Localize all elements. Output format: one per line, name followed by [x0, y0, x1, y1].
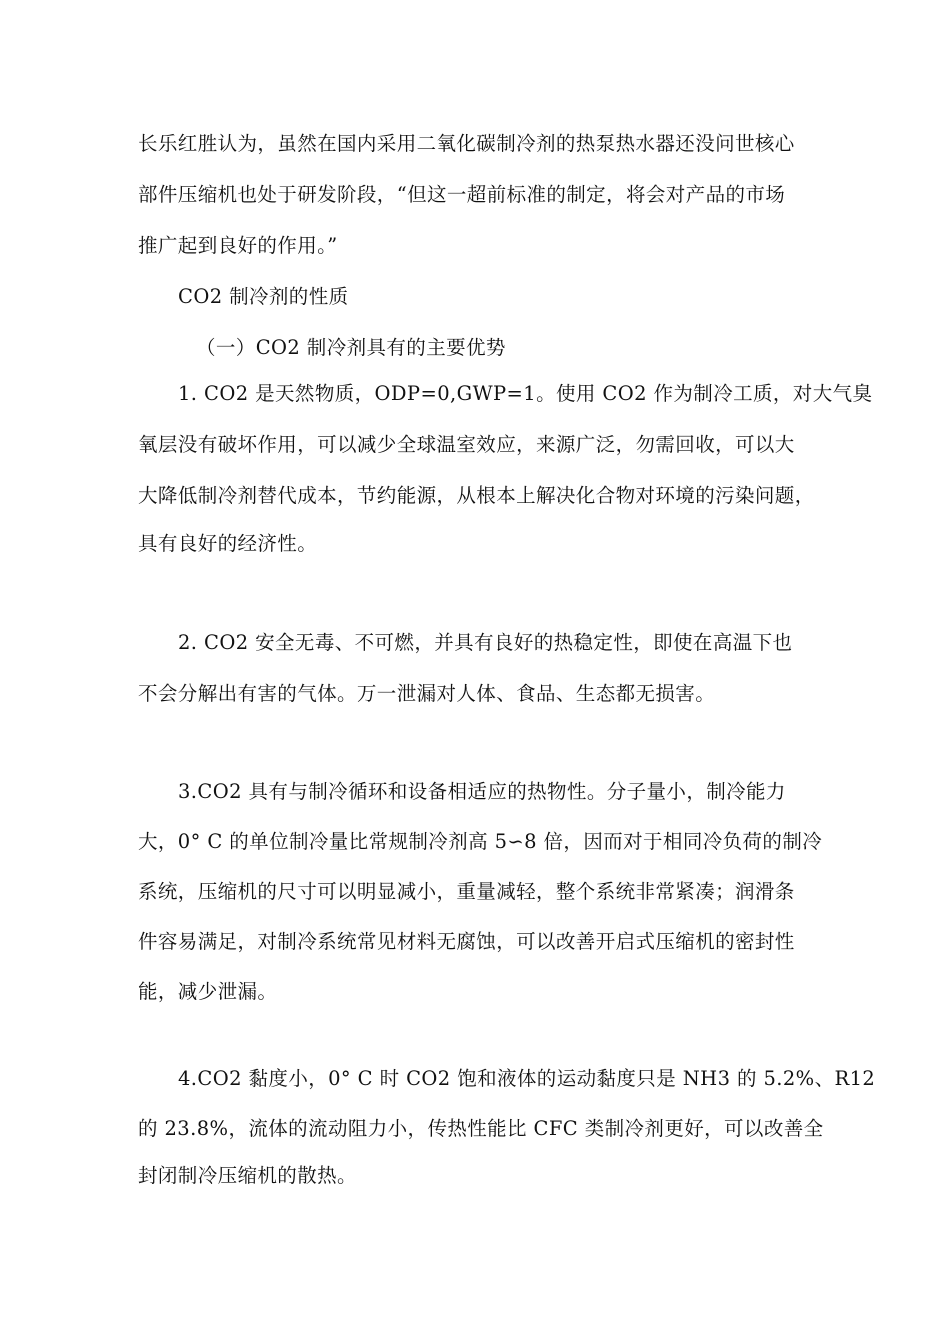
item-3-line-4: 件容易满足，对制冷系统常见材料无腐蚀，可以改善开启式压缩机的密封性: [138, 930, 795, 953]
intro-line-3: 推广起到良好的作用。”: [138, 234, 338, 257]
item-3-line-1: 3.CO2 具有与制冷循环和设备相适应的热物性。分子量小，制冷能力: [178, 780, 786, 803]
section-subheading: （一）CO2 制冷剂具有的主要优势: [196, 336, 506, 359]
item-2-line-2: 不会分解出有害的气体。万一泄漏对人体、食品、生态都无损害。: [138, 682, 716, 705]
item-3-line-5: 能，减少泄漏。: [138, 980, 278, 1003]
item-4-line-2: 的 23.8%，流体的流动阻力小，传热性能比 CFC 类制冷剂更好，可以改善全: [138, 1117, 824, 1140]
item-1-line-4: 具有良好的经济性。: [138, 532, 318, 555]
item-1-line-3: 大降低制冷剂替代成本，节约能源，从根本上解决化合物对环境的污染问题，: [138, 484, 815, 507]
item-1-line-1: 1. CO2 是天然物质，ODP=0,GWP=1。使用 CO2 作为制冷工质，对大气臭: [178, 382, 873, 405]
intro-line-1: 长乐红胜认为，虽然在国内采用二氧化碳制冷剂的热泵热水器还没问世核心: [138, 132, 795, 155]
item-3-line-3: 系统，压缩机的尺寸可以明显减小，重量减轻，整个系统非常紧凑；润滑条: [138, 880, 795, 903]
intro-line-2: 部件压缩机也处于研发阶段，“但这一超前标准的制定，将会对产品的市场: [138, 183, 786, 206]
item-4-line-3: 封闭制冷压缩机的散热。: [138, 1164, 357, 1187]
item-3-line-2: 大，0° C 的单位制冷量比常规制冷剂高 5∽8 倍，因而对于相同冷负荷的制冷: [138, 830, 823, 853]
item-1-line-2: 氧层没有破坏作用，可以减少全球温室效应，来源广泛，勿需回收，可以大: [138, 433, 795, 456]
item-2-line-1: 2. CO2 安全无毒、不可燃，并具有良好的热稳定性，即使在高温下也: [178, 631, 793, 654]
section-heading: CO2 制冷剂的性质: [178, 285, 349, 308]
item-4-line-1: 4.CO2 黏度小，0° C 时 CO2 饱和液体的运动黏度只是 NH3 的 5.2%、R12: [178, 1067, 876, 1090]
